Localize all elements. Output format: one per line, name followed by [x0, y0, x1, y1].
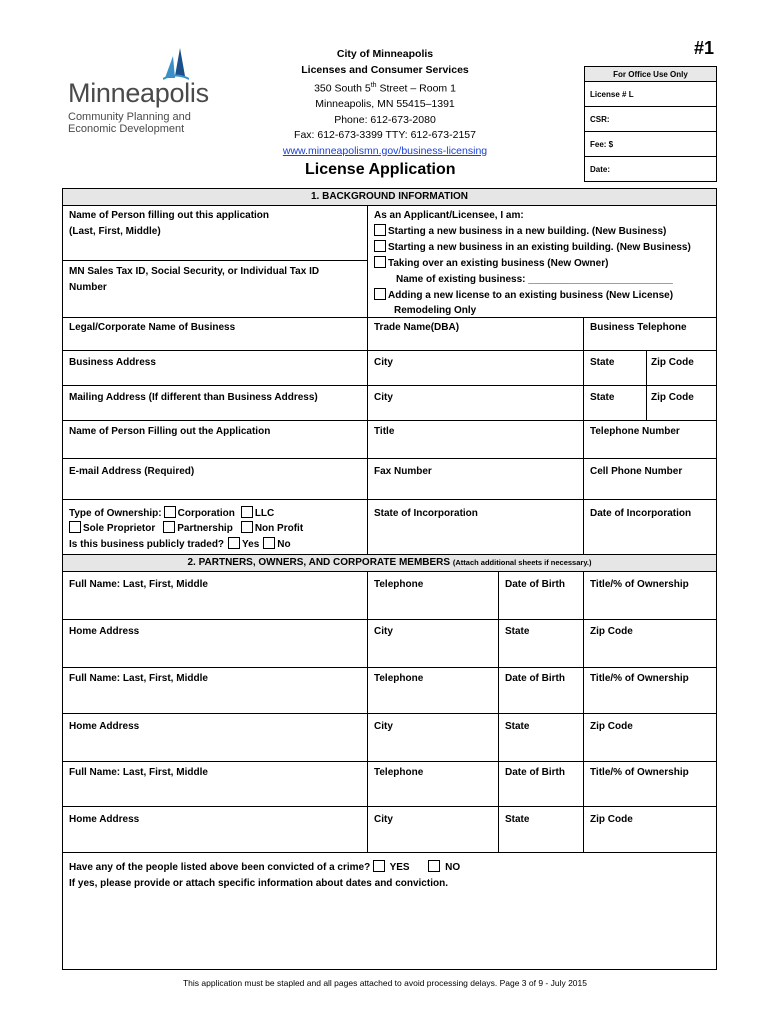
- telephone-number-label[interactable]: Telephone Number: [590, 426, 680, 437]
- office-title: For Office Use Only: [585, 67, 717, 82]
- crime-no-checkbox[interactable]: [428, 860, 440, 872]
- opt-new-license-checkbox[interactable]: [374, 288, 386, 300]
- member3-zip-label[interactable]: Zip Code: [590, 814, 633, 825]
- office-date[interactable]: Date:: [585, 157, 717, 182]
- office-use-box: [584, 66, 717, 182]
- member2-title-label[interactable]: Title/% of Ownership: [590, 673, 689, 684]
- nonprofit-checkbox[interactable]: [241, 521, 253, 533]
- applicant-heading: As an Applicant/Licensee, I am:: [374, 210, 524, 221]
- partnership-checkbox[interactable]: [163, 521, 175, 533]
- member3-city-label[interactable]: City: [374, 814, 393, 825]
- traded-no-checkbox[interactable]: [263, 537, 275, 549]
- opt-new-owner[interactable]: Taking over an existing business (New Owner): [374, 256, 608, 272]
- member1-city-label[interactable]: City: [374, 626, 393, 637]
- page-footer: This application must be stapled and all pages attached to avoid processing delays. Page 3 of 9 - July 2015: [182, 978, 587, 988]
- opt-existing-building-checkbox[interactable]: [374, 240, 386, 252]
- member2-zip-label[interactable]: Zip Code: [590, 721, 633, 732]
- member3-dob-label[interactable]: Date of Birth: [505, 767, 565, 778]
- page-number: #1: [693, 38, 714, 58]
- logo-subtitle-1: Community Planning and: [68, 111, 191, 123]
- website-link[interactable]: www.minneapolismn.gov/business-licensing: [282, 144, 488, 157]
- opt-new-building[interactable]: Starting a new business in a new building. (New Business): [374, 224, 666, 240]
- trade-name-label[interactable]: Trade Name(DBA): [374, 322, 460, 333]
- member2-home-label[interactable]: Home Address: [69, 721, 140, 732]
- office-license[interactable]: License # L: [585, 82, 717, 107]
- member2-state-label[interactable]: State: [505, 721, 530, 732]
- header-phone: Phone: 612-673-2080: [334, 113, 436, 126]
- legal-name-label[interactable]: Legal/Corporate Name of Business: [69, 322, 236, 333]
- name-filling-label[interactable]: Name of Person Filling out the Application: [69, 426, 271, 437]
- section2-heading: 2. PARTNERS, OWNERS, AND CORPORATE MEMBERS (Attach additional sheets if necessary.): [63, 555, 716, 572]
- section1-heading: 1. BACKGROUND INFORMATION: [63, 189, 716, 206]
- member1-state-label[interactable]: State: [505, 626, 530, 637]
- business-address-label[interactable]: Business Address: [69, 357, 156, 368]
- business-city-label[interactable]: City: [374, 357, 393, 368]
- business-phone-label[interactable]: Business Telephone: [590, 322, 687, 333]
- office-csr[interactable]: CSR:: [585, 107, 717, 132]
- opt-remodeling[interactable]: Remodeling Only: [394, 305, 477, 316]
- member1-zip-label[interactable]: Zip Code: [590, 626, 633, 637]
- member1-phone-label[interactable]: Telephone: [374, 579, 424, 590]
- logo-subtitle-2: Economic Development: [68, 123, 185, 135]
- header-street: 350 South 5th Street – Room 1: [314, 82, 456, 95]
- publicly-traded-row: Is this business publicly traded? Yes No: [69, 539, 291, 550]
- business-state-label[interactable]: State: [590, 357, 615, 368]
- tax-id-label[interactable]: MN Sales Tax ID, Social Security, or Individual Tax ID Number: [69, 266, 320, 293]
- member3-name-label[interactable]: Full Name: Last, First, Middle: [69, 767, 208, 778]
- crime-yes-checkbox[interactable]: [373, 860, 385, 872]
- opt-new-license[interactable]: Adding a new license to an existing business (New License): [374, 288, 673, 304]
- page-title: License Application: [305, 161, 456, 178]
- header-fax: Fax: 612-673-3399 TTY: 612-673-2157: [294, 129, 476, 141]
- header-dept: Licenses and Consumer Services: [301, 63, 469, 76]
- traded-yes-checkbox[interactable]: [228, 537, 240, 549]
- minneapolis-logo-icon: [163, 46, 189, 80]
- cell-label[interactable]: Cell Phone Number: [590, 466, 683, 477]
- member3-state-label[interactable]: State: [505, 814, 530, 825]
- member2-phone-label[interactable]: Telephone: [374, 673, 424, 684]
- member1-home-label[interactable]: Home Address: [69, 626, 140, 637]
- ownership-row-1: Type of Ownership: Corporation LLC: [69, 508, 275, 519]
- crime-question: Have any of the people listed above been convicted of a crime? YES NO: [69, 862, 461, 873]
- member2-city-label[interactable]: City: [374, 721, 393, 732]
- member2-name-label[interactable]: Full Name: Last, First, Middle: [69, 673, 208, 684]
- member1-name-label[interactable]: Full Name: Last, First, Middle: [69, 579, 208, 590]
- agency-header: [265, 47, 505, 159]
- title-label[interactable]: Title: [374, 426, 395, 437]
- opt-new-building-checkbox[interactable]: [374, 224, 386, 236]
- ownership-row-2: Sole Proprietor Partnership Non Profit: [69, 521, 303, 537]
- application-form: [62, 188, 717, 970]
- mailing-zip-label[interactable]: Zip Code: [651, 392, 694, 403]
- crime-detail-label[interactable]: If yes, please provide or attach specific information about dates and conviction.: [69, 878, 448, 889]
- logo-wordmark: Minneapolis: [68, 78, 209, 108]
- fax-label[interactable]: Fax Number: [374, 466, 432, 477]
- name-person-label[interactable]: Name of Person filling out this application (Last, First, Middle): [69, 210, 270, 237]
- email-label[interactable]: E-mail Address (Required): [69, 466, 195, 477]
- existing-business-name[interactable]: Name of existing business: __________________________: [396, 274, 673, 285]
- header-city: City of Minneapolis: [336, 48, 434, 60]
- business-zip-label[interactable]: Zip Code: [651, 357, 694, 368]
- opt-existing-building[interactable]: Starting a new business in an existing building. (New Business): [374, 240, 691, 256]
- member1-title-label[interactable]: Title/% of Ownership: [590, 579, 689, 590]
- mailing-state-label[interactable]: State: [590, 392, 615, 403]
- opt-new-owner-checkbox[interactable]: [374, 256, 386, 268]
- mailing-address-label[interactable]: Mailing Address (If different than Business Address): [69, 392, 318, 403]
- member1-dob-label[interactable]: Date of Birth: [505, 579, 565, 590]
- corporation-checkbox[interactable]: [164, 506, 176, 518]
- llc-checkbox[interactable]: [241, 506, 253, 518]
- member3-phone-label[interactable]: Telephone: [374, 767, 424, 778]
- sole-proprietor-checkbox[interactable]: [69, 521, 81, 533]
- member3-title-label[interactable]: Title/% of Ownership: [590, 767, 689, 778]
- mailing-city-label[interactable]: City: [374, 392, 393, 403]
- state-incorporation-label[interactable]: State of Incorporation: [374, 508, 478, 519]
- header-citystate: Minneapolis, MN 55415–1391: [315, 98, 455, 110]
- member2-dob-label[interactable]: Date of Birth: [505, 673, 565, 684]
- date-incorporation-label[interactable]: Date of Incorporation: [590, 508, 692, 519]
- office-fee[interactable]: Fee: $: [585, 132, 717, 157]
- member3-home-label[interactable]: Home Address: [69, 814, 140, 825]
